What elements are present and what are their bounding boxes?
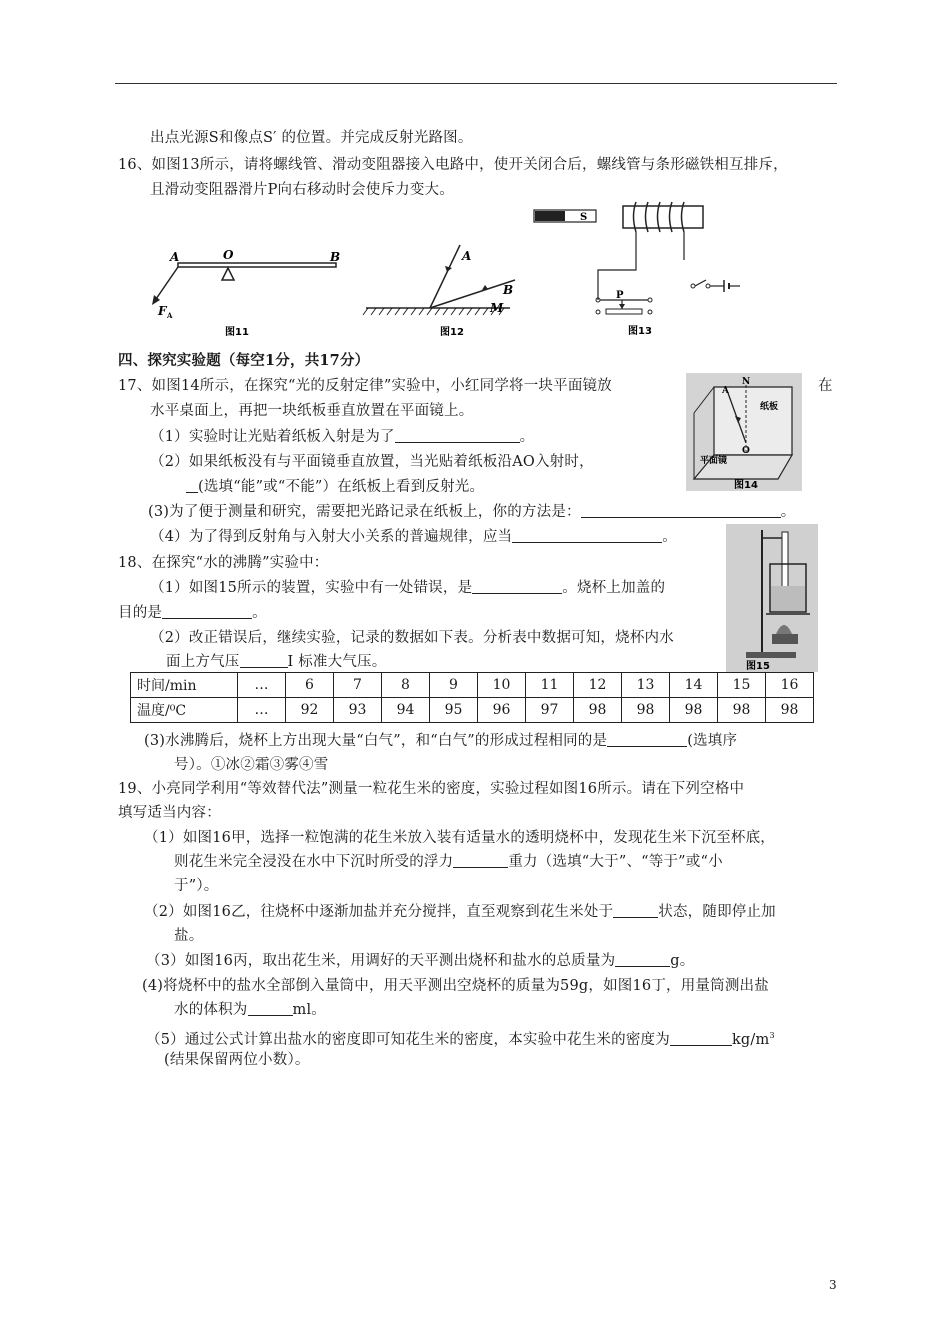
fig13-label-p: P — [616, 290, 624, 301]
q18-part3-cont: 号）。①冰②霜③雾④雪 — [174, 757, 329, 773]
q19-blank-1[interactable] — [453, 853, 508, 868]
q18-line1: 18、在探究“水的沸腾”实验中： — [118, 555, 329, 571]
q18-part1: （1）如图15所示的装置，实验中有一处错误，是 。烧杯上加盖的 — [150, 580, 666, 596]
data-table — [130, 672, 814, 723]
q17-blank-3[interactable] — [581, 503, 781, 518]
q18-blank-1[interactable] — [472, 579, 562, 594]
table-cell: 7 — [334, 673, 382, 698]
q17-part3: (3)为了便于测量和研究，需要把光路记录在纸板上，你的方法是： 。 — [148, 504, 796, 520]
q19-line1: 19、小亮同学利用“等效替代法”测量一粒花生米的密度，实验过程如图16所示。请在下列空格中 — [118, 781, 745, 797]
figure-13 — [528, 200, 760, 340]
q18-part3: (3)水沸腾后，烧杯上方出现大量“白气”，和“白气”的形成过程相同的是 (选填序 — [144, 733, 738, 749]
table-cell: 13 — [622, 673, 670, 698]
q19-part4: (4)将烧杯中的盐水全部倒入量筒中，用天平测出空烧杯的质量为59g，如图16丁，用量筒测出盐 — [142, 978, 769, 994]
figure-14 — [686, 373, 802, 491]
q17-part2: （2）如果纸板没有与平面镜垂直放置，当光贴着纸板沿AO入射时， — [150, 454, 594, 470]
figure-11 — [140, 245, 350, 340]
fig15-caption: 图15 — [746, 661, 770, 672]
q18-blank-4[interactable] — [607, 732, 687, 747]
fig11-label-f-sub: A — [167, 311, 173, 320]
fulcrum-icon — [222, 268, 234, 280]
fig12-label-a: A — [462, 249, 472, 263]
table-ellipsis: … — [238, 698, 286, 723]
table-cell: 11 — [526, 673, 574, 698]
q19-part1-cont: 则花生米完全浸没在水中下沉时所受的浮力 重力（选填“大于”、“等于”或“小 — [174, 854, 723, 870]
fig14-label-mirror: 平面镜 — [700, 456, 728, 466]
q19-line2: 填写适当内容： — [118, 805, 221, 821]
line-q15-end: 出点光源S和像点S′ 的位置。并完成反射光路图。 — [150, 130, 473, 146]
table-cell: 94 — [382, 698, 430, 723]
q17-part2-cont: (选填“能”或“不能”）在纸板上看到反射光。 — [186, 477, 484, 497]
table-row-temp — [131, 698, 814, 723]
table-row-time — [131, 673, 814, 698]
q19-part2-cont: 盐。 — [174, 928, 204, 944]
q19-part5-cont: (结果保留两位小数）。 — [164, 1052, 310, 1068]
table-cell: 12 — [574, 673, 622, 698]
section-4-heading: 四、探究实验题（每空1分，共17分） — [118, 352, 370, 369]
fig13-caption: 图13 — [628, 326, 652, 337]
q19-part3: （3）如图16丙，取出花生米，用调好的天平测出烧杯和盐水的总质量为 g。 — [146, 953, 695, 969]
header-rule — [115, 83, 837, 84]
table-header-time: 时间/min — [131, 673, 238, 698]
page-number: 3 — [829, 1278, 837, 1292]
figure-15 — [726, 524, 818, 672]
fig14-label-o: O — [742, 446, 750, 456]
q19-part2: （2）如图16乙，往烧杯中逐渐加盐并充分搅拌，直至观察到花生米处于 状态，随即停止加 — [144, 904, 776, 920]
table-cell: 10 — [478, 673, 526, 698]
table-cell: 8 — [382, 673, 430, 698]
fig12-label-m: M — [490, 301, 504, 315]
q19-part1: （1）如图16甲，选择一粒饱满的花生米放入装有适量水的透明烧杯中，发现花生米下沉至杯底， — [144, 830, 775, 846]
fig14-label-board: 纸板 — [760, 402, 779, 412]
q18-blank-2[interactable] — [162, 604, 252, 619]
table-cell: 16 — [766, 673, 814, 698]
q17-part1: （1）实验时让光贴着纸板入射是为了 。 — [150, 429, 535, 445]
table-header-temp: 温度/⁰C — [131, 698, 238, 723]
paper-board — [714, 387, 792, 455]
fig14-label-n: N — [742, 377, 751, 387]
q16-text-cont: 且滑动变阻器滑片P向右移动时会使斥力变大。 — [150, 182, 454, 198]
q17-blank-2[interactable] — [186, 478, 198, 493]
table-cell: 14 — [670, 673, 718, 698]
q18-part1-cont: 目的是 。 — [118, 605, 267, 621]
table-cell: 92 — [286, 698, 334, 723]
fig11-label-a: A — [170, 250, 180, 264]
fig14-label-a: A — [722, 386, 729, 396]
q19-part5: （5）通过公式计算出盐水的密度即可知花生米的密度，本实验中花生米的密度为 $kg/m^3$ — [146, 1031, 775, 1048]
fig13-label-s: S — [580, 212, 588, 223]
q19-blank-4[interactable] — [248, 1001, 293, 1016]
table-cell: 6 — [286, 673, 334, 698]
q17-line2: 水平桌面上，再把一块纸板垂直放置在平面镜上。 — [150, 403, 474, 419]
table-cell: 98 — [622, 698, 670, 723]
table-cell: 98 — [766, 698, 814, 723]
table-cell: 15 — [718, 673, 766, 698]
q16-text: 16、如图13所示，请将螺线管、滑动变阻器接入电路中，使开关闭合后，螺线管与条形磁铁相互排斥， — [118, 157, 788, 173]
fig11-label-b: B — [330, 250, 341, 264]
solenoid-core — [623, 206, 703, 228]
fig14-caption: 图14 — [734, 480, 758, 491]
q19-blank-2[interactable] — [613, 903, 658, 918]
q19-blank-5[interactable] — [670, 1031, 732, 1046]
table-cell: 9 — [430, 673, 478, 698]
fig12-label-b: B — [503, 283, 514, 297]
fig11-label-f: F — [158, 304, 167, 318]
q17-blank-1[interactable] — [395, 428, 520, 443]
table-cell: 98 — [574, 698, 622, 723]
q17-blank-4[interactable] — [512, 528, 662, 543]
fig12-caption: 图12 — [440, 327, 464, 338]
q17-part4: （4）为了得到反射角与入射大小关系的普遍规律，应当 。 — [150, 529, 677, 545]
figure-12 — [360, 240, 520, 340]
table-cell: 98 — [670, 698, 718, 723]
fig11-caption: 图11 — [225, 327, 249, 338]
table-cell: 97 — [526, 698, 574, 723]
table-ellipsis: … — [238, 673, 286, 698]
q19-part4-cont: 水的体积为 ml。 — [174, 1002, 326, 1018]
lever-bar — [178, 263, 336, 267]
q19-part1-end: 于”）。 — [174, 878, 219, 894]
fig11-label-o: O — [223, 248, 234, 262]
switch-icon — [691, 284, 695, 288]
q18-part2: （2）改正错误后，继续实验，记录的数据如下表。分析表中数据可知，烧杯内水 — [150, 630, 674, 646]
table-cell: 95 — [430, 698, 478, 723]
q17-line1-end: 在 — [818, 378, 833, 394]
rheostat-coil — [606, 309, 642, 314]
q18-part2-cont: 面上方气压 I 标准大气压。 — [166, 654, 387, 670]
table-cell: 98 — [718, 698, 766, 723]
q17-line1: 17、如图14所示，在探究“光的反射定律”实验中，小红同学将一块平面镜放 — [118, 378, 612, 394]
table-cell: 96 — [478, 698, 526, 723]
table-cell: 93 — [334, 698, 382, 723]
q18-blank-3[interactable] — [240, 653, 288, 668]
q19-blank-3[interactable] — [615, 952, 670, 967]
